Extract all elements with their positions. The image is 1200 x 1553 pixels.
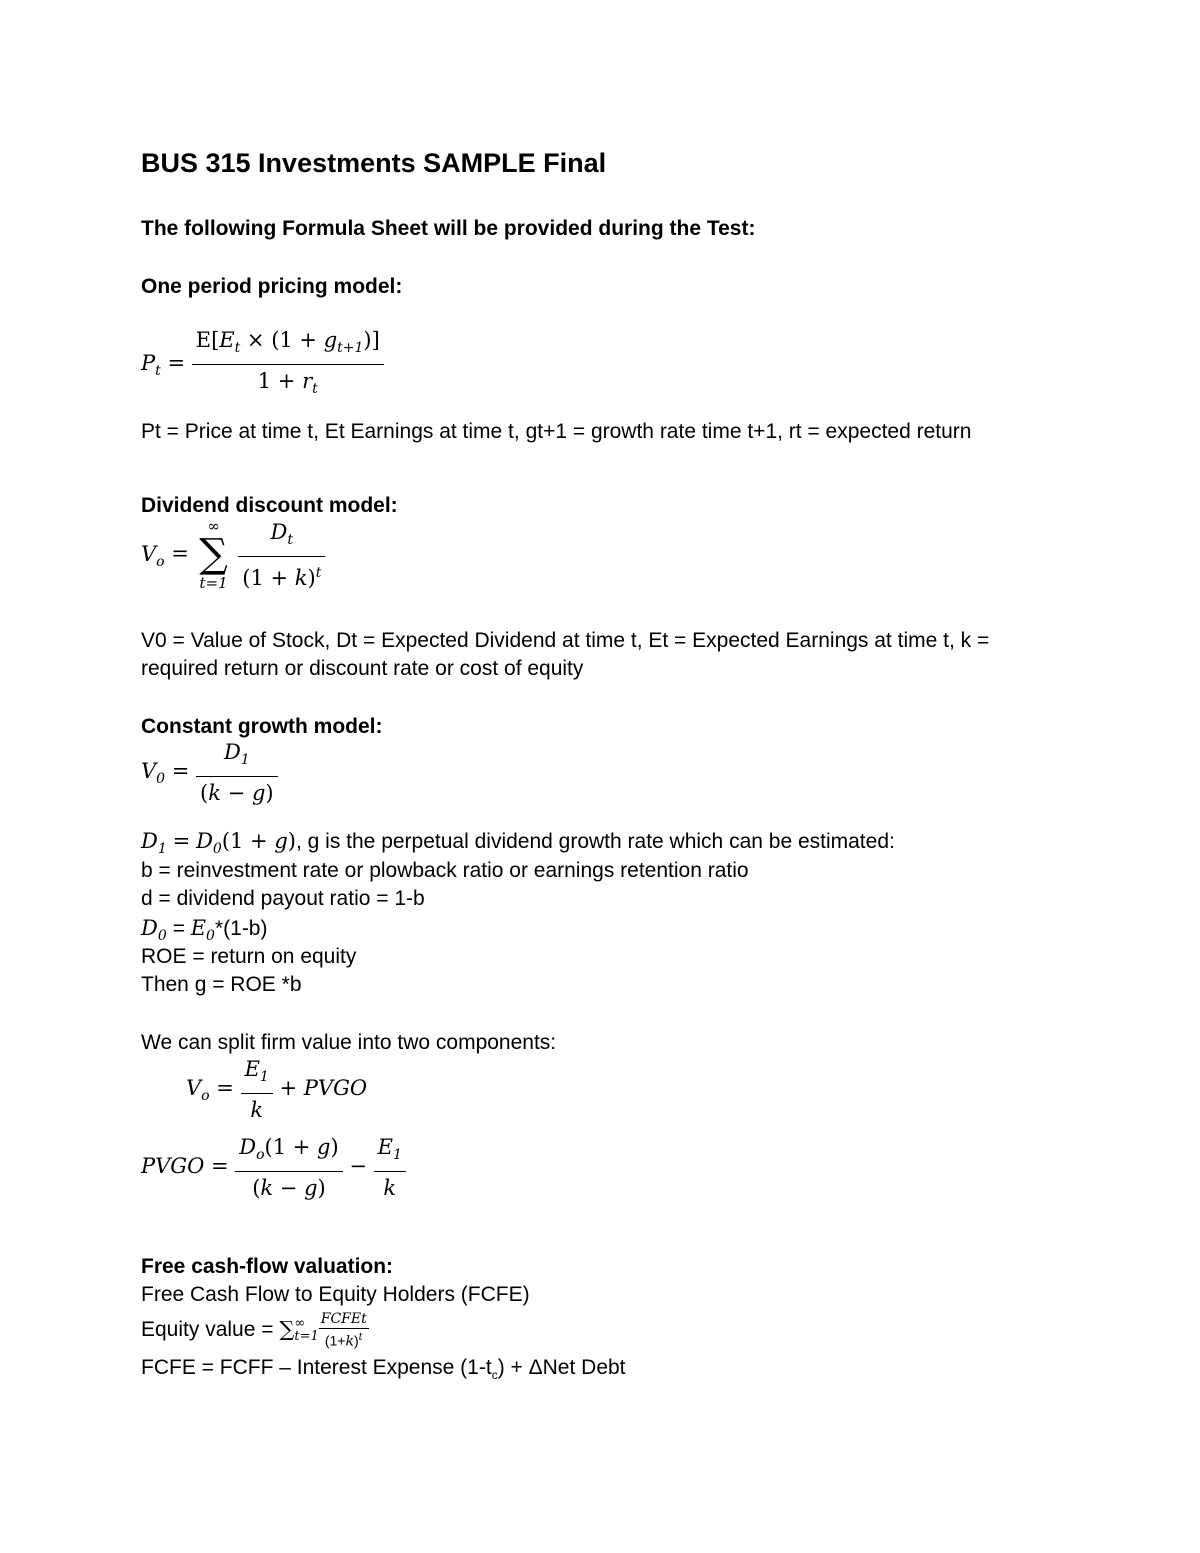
constant-growth-heading: Constant growth model:: [141, 715, 383, 738]
firm-value-formula: $V_o$ = $\frac{E_1}{k}$ + PVGO: [186, 1057, 368, 1123]
roe-definition: ROE = return on equity: [141, 945, 357, 968]
b-definition: b = reinvestment rate or plowback ratio or earnings retention ratio: [141, 859, 749, 882]
g-definition: Then g = ROE *b: [141, 973, 302, 996]
intro-text: The following Formula Sheet will be provided during the Test:: [141, 217, 756, 240]
d1-text: , g is the perpetual dividend growth rate which can be estimated:: [295, 830, 895, 853]
equity-value-label: Equity value =: [141, 1317, 280, 1341]
one-period-heading: One period pricing model:: [141, 275, 403, 298]
fcfe-formula-start: FCFE = FCFF – Interest Expense (1-t: [141, 1356, 492, 1379]
one-period-formula: $P_t$ = $\frac{E[E_t \times (1 + g_{t+1})]}{1 + r_t}$: [141, 326, 384, 403]
fcfe-formula: [141, 1354, 626, 1389]
d1-line: $D_1 = D_0(1 + g)$, g is the perpetual dividend growth rate which can be estimated:: [141, 829, 895, 858]
equity-value-line: Equity value = ∑ ∞ t=1 $\frac{\text{FCFEt}}{(1+k)^t}$: [141, 1311, 367, 1350]
ddm-definitions-line1: V0 = Value of Stock, Dt = Expected Dividend at time t, Et = Expected Earnings at time t, k =: [141, 629, 990, 652]
firm-value-intro: We can split firm value into two components:: [141, 1031, 557, 1054]
fcfe-formula-end: ) + ΔNet Debt: [497, 1356, 626, 1379]
ddm-formula: $V_o$ = ∞ ∑ t=1 $\frac{D_t}{(1 + k)^t}$: [141, 518, 325, 592]
ddm-heading: Dividend discount model:: [141, 494, 398, 517]
fcfe-formula-sub: c: [491, 1368, 498, 1383]
page-title: BUS 315 Investments SAMPLE Final: [141, 148, 607, 178]
d0-line: $D_0 = E_0*(1-b)$: [141, 916, 268, 945]
fcfe-label: Free Cash Flow to Equity Holders (FCFE): [141, 1283, 530, 1306]
d0-tail: *(1-b): [214, 917, 268, 940]
ddm-definitions-line2: required return or discount rate or cost of equity: [141, 657, 584, 680]
pvgo-formula: PVGO = $\frac{D_o(1 + g)}{(k - g)}$ − $\frac{E_1}{k}$: [141, 1133, 406, 1202]
fcf-heading: Free cash-flow valuation:: [141, 1255, 394, 1278]
constant-growth-formula: $V_0$ = $\frac{D_1}{(k - g)}$: [141, 738, 278, 807]
d-definition: d = dividend payout ratio = 1-b: [141, 887, 425, 910]
one-period-definitions: Pt = Price at time t, Et Earnings at time t, gt+1 = growth rate time t+1, rt = expected return: [141, 420, 972, 443]
